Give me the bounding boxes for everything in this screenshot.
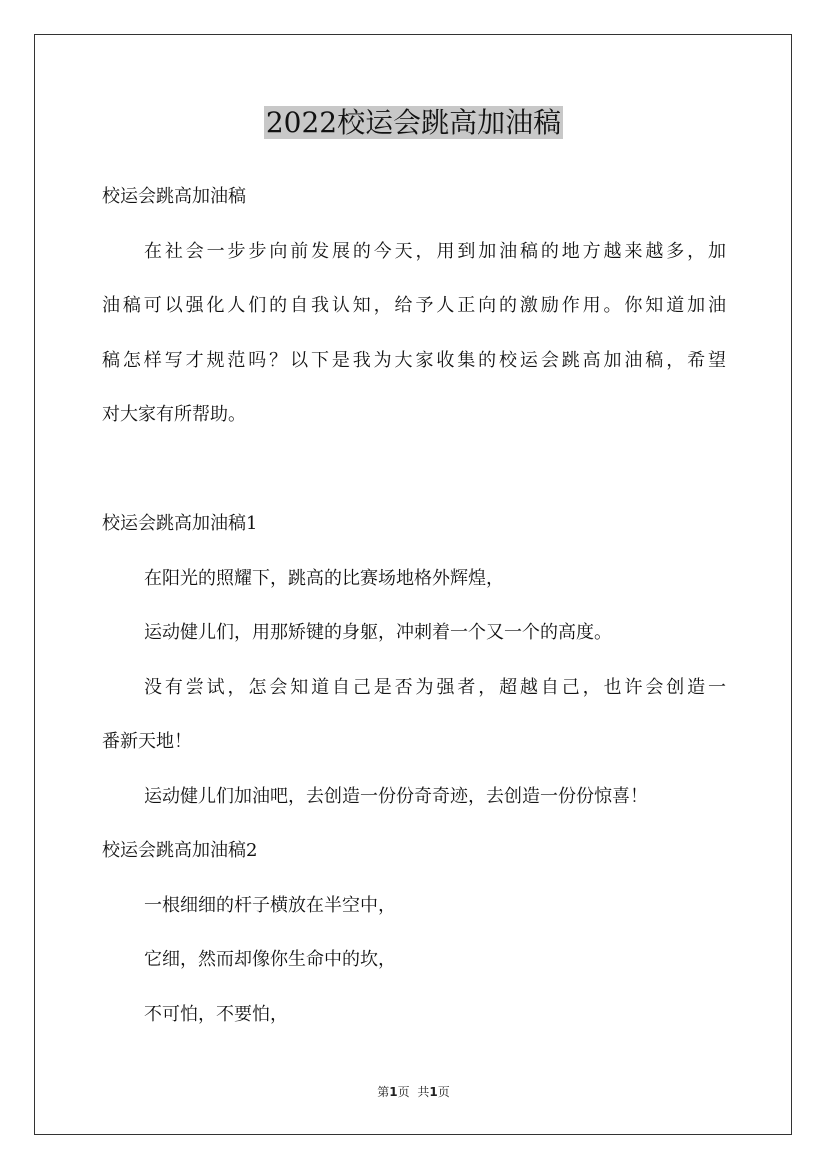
text-line: 运动健儿们，用那矫键的身躯，冲刺着一个又一个的高度。 — [144, 622, 612, 643]
text-line: 对大家有所帮助。 — [102, 404, 246, 425]
text-line: 一根细细的杆子横放在半空中， — [144, 894, 396, 916]
document-title — [0, 103, 827, 143]
text-line: 它细，然而却像你生命中的坎， — [144, 949, 396, 970]
text-line: 不可怕，不要怕， — [144, 1003, 288, 1025]
text-line: 在社会一步步向前发展的今天，用到加油稿的地方越来越多，加 — [144, 240, 726, 262]
footer-total-suffix: 页 — [437, 1085, 450, 1099]
text-line: 没有尝试，怎会知道自己是否为强者，超越自己，也许会创造一 — [144, 676, 726, 698]
text-line: 稿怎样写才规范吗？以下是我为大家收集的校运会跳高加油稿，希望 — [102, 349, 726, 371]
blank-line — [102, 443, 726, 498]
document-body — [102, 170, 726, 1042]
text-line: 运动健儿们加油吧，去创造一份份奇奇迹，去创造一份份惊喜！ — [144, 785, 648, 807]
footer-page-number: 1 — [389, 1085, 398, 1099]
text-line: 校运会跳高加油稿1 — [102, 513, 258, 534]
footer-total-prefix: 共 — [417, 1085, 430, 1099]
footer-total-pages: 1 — [429, 1085, 438, 1099]
footer-page-prefix: 第 — [377, 1085, 390, 1099]
text-line: 校运会跳高加油稿 — [102, 186, 246, 207]
text-line: 番新天地！ — [102, 731, 192, 752]
page-footer — [0, 1083, 827, 1101]
footer-page-suffix: 页 — [397, 1085, 410, 1099]
text-line: 油稿可以强化人们的自我认知，给予人正向的激励作用。你知道加油 — [102, 295, 726, 316]
document-title-text: 2022校运会跳高加油稿 — [265, 106, 562, 139]
text-line: 校运会跳高加油稿2 — [102, 840, 258, 861]
text-line: 在阳光的照耀下，跳高的比赛场地格外辉煌， — [144, 567, 504, 589]
